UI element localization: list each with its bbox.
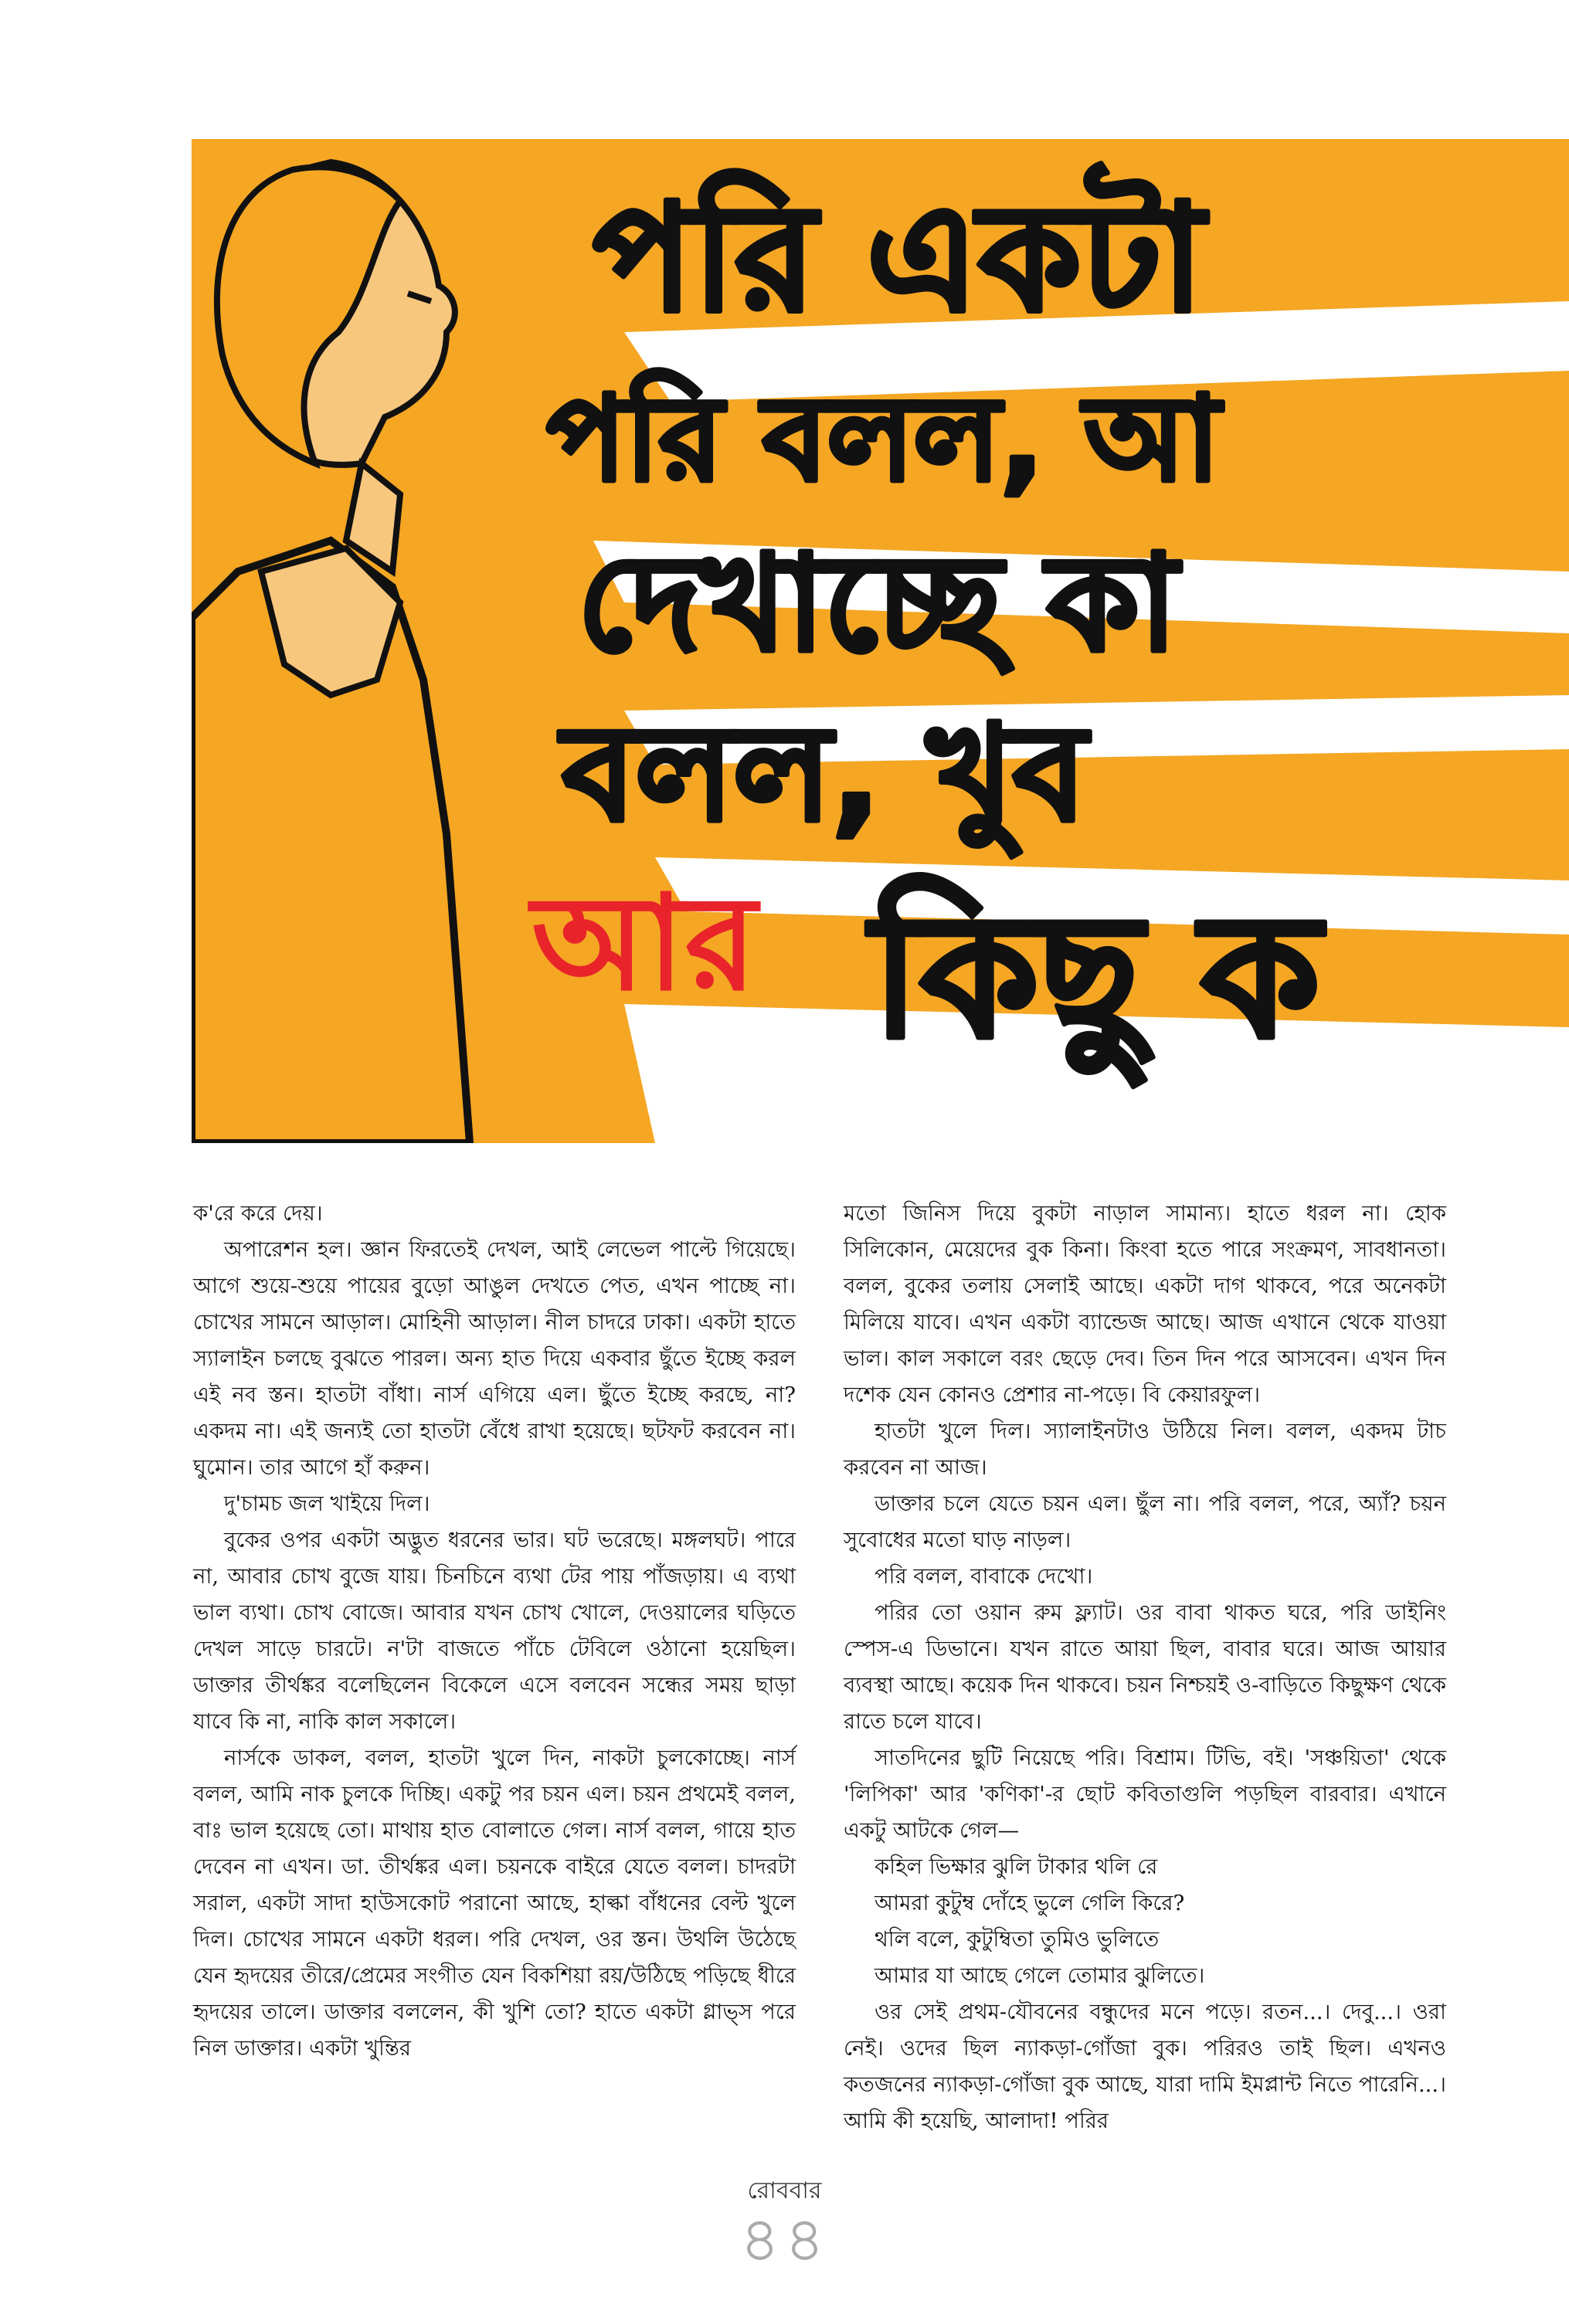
paragraph: সাতদিনের ছুটি নিয়েছে পরি। বিশ্রাম। টিভি, বই। 'সঞ্চয়িতা' থেকে 'লিপিকা' আর 'কণিকা'-র ছোট কবিতাগুলি পড়ছিল বারবার। এখানে একটু আটকে গেল— bbox=[844, 1746, 1446, 1843]
paragraph: আমার যা আছে গেলে তোমার ঝুলিতে। bbox=[874, 1963, 1205, 1988]
paragraph: ওর সেই প্রথম-যৌবনের বন্ধুদের মনে পড়ে। রতন...। দেবু...। ওরা নেই। ওদের ছিল ন্যাকড়া-গোঁজা বুক। পরিরও তাই ছিল। এখনও কতজনের ন্যাকড়া-গোঁজা বুক আছে, যারা দামি ইমপ্লান্ট নিতে পারেনি...। আমি কী হয়েছি, আলাদা! পরির bbox=[844, 2000, 1446, 2133]
magazine-name: রোববার bbox=[747, 2177, 822, 2204]
paragraph: মতো জিনিস দিয়ে বুকটা নাড়াল সামান্য। হাতে ধরল না। হোক সিলিকোন, মেয়েদের বুক কিনা। কিংবা হতে পারে সংক্রমণ, সাবধানতা। বলল, বুকের তলায় সেলাই আছে। একটা দাগ থাকবে, পরে অনেকটা মিলিয়ে যাবে। এখন একটা ব্যান্ডেজ আছে। আজ এখানে থেকে যাওয়া ভাল। কাল সকালে বরং ছেড়ে দেব। তিন দিন পরে আসবেন। এখন দিন দশেক যেন কোনও প্রেশার না-পড়ে। বি কেয়ারফুল। bbox=[844, 1201, 1446, 1407]
illustration-svg bbox=[192, 139, 1569, 1143]
paragraph: অপারেশন হল। জ্ঞান ফিরতেই দেখল, আই লেভেল পাল্টে গিয়েছে। আগে শুয়ে-শুয়ে পায়ের বুড়ো আঙুল দেখতে পেত, এখন পাচ্ছে না। চোখের সামনে আড়াল। মোহিনী আড়াল। নীল চাদরে ঢাকা। একটা হাতে স্যালাইন চলছে বুঝতে পারল। অন্য হাত দিয়ে একবার ছুঁতে ইচ্ছে করল এই নব স্তন। হাতটা বাঁধা। নার্স এগিয়ে এল। ছুঁতে ইচ্ছে করছে, না? একদম না। এই জন্যই তো হাতটা বেঁধে রাখা হয়েছে। ছটফট করবেন না। ঘুমোন। তার আগে হাঁ করুন। bbox=[193, 1237, 796, 1480]
illustration-line-2: পরি বলল, আ bbox=[547, 372, 1220, 507]
illustration-line-3: দেখাচ্ছে কা bbox=[578, 528, 1177, 680]
paragraph: বুকের ওপর একটা অদ্ভুত ধরনের ভার। ঘট ভরেছে। মঙ্গলঘট। পারে না, আবার চোখ বুজে যায়। চিনচিনে ব্যথা টের পায় পাঁজড়ায়। এ ব্যথা ভাল ব্যথা। চোখ বোজে। আবার যখন চোখ খোলে, দেওয়ালের ঘড়িতে দেখল সাড়ে চারটে। ন'টা বাজতে পাঁচে টেবিলে ওঠানো হয়েছিল। ডাক্তার তীর্থঙ্কর বলেছিলেন বিকেলে এসে বলবেন সন্ধের সময় ছাড়া যাবে কি না, নাকি কাল সকালে। bbox=[193, 1528, 796, 1734]
paragraph: হাতটা খুলে দিল। স্যালাইনটাও উঠিয়ে নিল। বলল, একদম টাচ করবেন না আজ। bbox=[844, 1419, 1446, 1480]
illustration-line-6: কিছু ক bbox=[871, 877, 1320, 1075]
illustration-line-4: বলল, খুব bbox=[562, 697, 1086, 850]
paragraph: পরি বলল, বাবাকে দেখো। bbox=[874, 1564, 1093, 1589]
paragraph: ডাক্তার চলে যেতে চয়ন এল। ছুঁল না। পরি বলল, পরে, অ্যাঁ? চয়ন সুবোধের মতো ঘাড় নাড়ল। bbox=[844, 1491, 1446, 1552]
paragraph: ক'রে করে দেয়। bbox=[193, 1201, 323, 1226]
illustration-line-1: পরি একটা bbox=[593, 173, 1204, 344]
paragraph: থলি বলে, কুটুম্বিতা তুমিও ভুলিতে bbox=[874, 1927, 1160, 1952]
paragraph: নার্সকে ডাকল, বলল, হাতটা খুলে দিন, নাকটা চুলকোচ্ছে। নার্স বলল, আমি নাক চুলকে দিচ্ছি। একটু পর চয়ন এল। চয়ন প্রথমেই বলল, বাঃ ভাল হয়েছে তো। মাথায় হাত বোলাতে গেল। নার্স বলল, গায়ে হাত দেবেন না এখন। ডা. তীর্থঙ্কর এল। চয়নকে বাইরে যেতে বলল। চাদরটা সরাল, একটা সাদা হাউসকোট পরানো আছে, হাল্কা বাঁধনের বেল্ট খুলে দিল। চোখের সামনে একটা ধরল। পরি দেখল, ওর স্তন। উথলি উঠেছে যেন হৃদয়ের তীরে/প্রেমের সংগীত যেন বিকশিয়া রয়/উঠিছে পড়িছে ধীরে হৃদয়ের তালে। ডাক্তার বললেন, কী খুশি তো? হাতে একটা গ্লাভ্‌স পরে নিল ডাক্তার। একটা খুন্তির bbox=[193, 1746, 796, 2061]
left-text-column bbox=[193, 1196, 796, 2067]
page-number: ৪৪ bbox=[739, 2204, 830, 2275]
paragraph: পরির তো ওয়ান রুম ফ্ল্যাট। ওর বাবা থাকত ঘরে, পরি ডাইনিং স্পেস-এ ডিভানে। যখন রাতে আয়া ছিল, বাবার ঘরে। আজ আয়ার ব্যবস্থা আছে। কয়েক দিন থাকবে। চয়ন নিশ্চয়ই ও-বাড়িতে কিছুক্ষণ থেকে রাতে চলে যাবে। bbox=[844, 1600, 1446, 1734]
paragraph: দু'চামচ জল খাইয়ে দিল। bbox=[224, 1491, 430, 1516]
paragraph: আমরা কুটুম্ব দোঁহে ভুলে গেলি কিরে? bbox=[874, 1891, 1185, 1915]
paragraph: কহিল ভিক্ষার ঝুলি টাকার থলি রে bbox=[874, 1854, 1158, 1879]
illustration-line-red: আর bbox=[531, 867, 757, 1020]
header-illustration bbox=[192, 139, 1569, 1143]
right-text-column bbox=[844, 1196, 1446, 2139]
